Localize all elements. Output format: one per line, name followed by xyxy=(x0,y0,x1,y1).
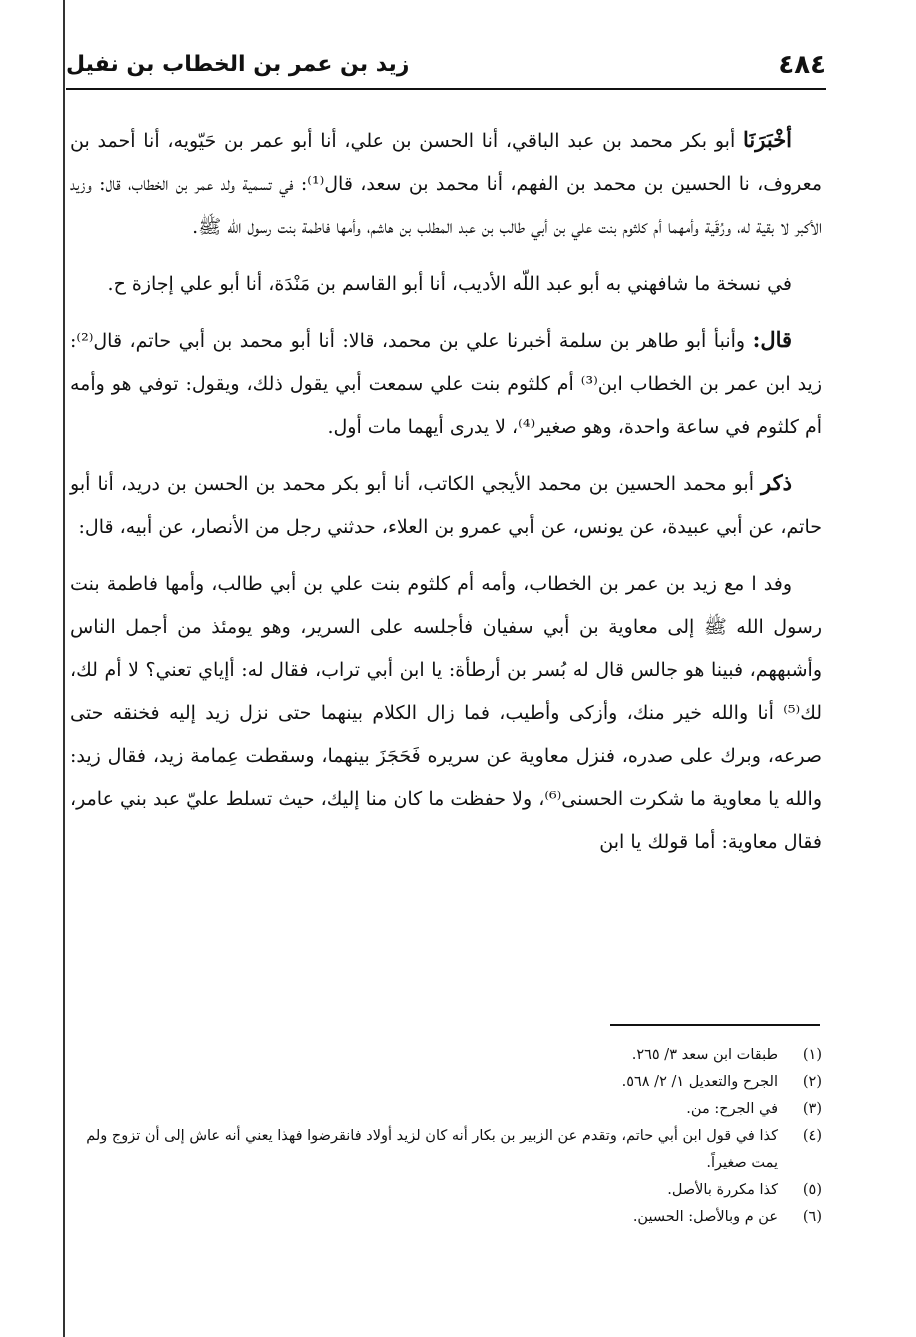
footnote-text: الجرح والتعديل ١/ ٢/ ٥٦٨. xyxy=(621,1074,778,1090)
footnotes-list xyxy=(70,1042,822,1231)
footnote-number: (٦) xyxy=(802,1209,822,1225)
paragraph xyxy=(70,118,822,249)
footnote-text: في الجرح: من. xyxy=(686,1101,778,1117)
footnote-text: طبقات ابن سعد ٣/ ٢٦٥. xyxy=(631,1047,778,1063)
footnote-number: (٤) xyxy=(802,1128,822,1144)
footnote-number: (١) xyxy=(802,1047,822,1063)
footnote-item xyxy=(70,1042,822,1069)
footnote-separator xyxy=(610,1024,820,1026)
page-header xyxy=(66,48,826,90)
footnote-text: كذا مكررة بالأصل. xyxy=(667,1182,778,1198)
paragraph xyxy=(70,561,822,864)
footnote-item xyxy=(70,1096,822,1123)
footnote-item xyxy=(70,1069,822,1096)
paragraph-lead: أخْبَرَنَا xyxy=(743,127,793,152)
footnote-text: عن م وبالأصل: الحسين. xyxy=(632,1209,778,1225)
footnote-number: (٥) xyxy=(802,1182,822,1198)
paragraph xyxy=(70,461,822,549)
paragraph-text: وفد ا مع زيد بن عمر بن الخطاب، وأمه أم كلثوم بنت علي بن أبي طالب، وأمها فاطمة بنت رسول الله ﷺ إلى معاوية بن أبي سفيان فأجلسه على السرير، وهو يومئذ من أجمل الناس وأشبههم، فبينا هو جالس قال له بُسر بن أرطأة: يا ابن أبي تراب، فقال له: أإياي تعني؟ لا أم لك، لك⁽⁵⁾ أنا والله خير منك، وأزكى وأطيب، فما زال الكلام بينهما حتى نزل زيد إليه فخنقه حتى صرعه، وبرك على صدره، فنزل معاوية عن سريره فَحَجَزَ بينهما، وسقطت عِمامة زيد، فقال زيد: والله يا معاوية ما شكرت الحسنى⁽⁶⁾، ولا حفظت ما كان منا إليك، حيث تسلط عليّ عبد بني عامر، فقال معاوية: أما قولك يا ابن xyxy=(70,573,822,853)
footnote-number: (٣) xyxy=(802,1101,822,1117)
footnote-number: (٢) xyxy=(802,1074,822,1090)
paragraph-text: وأنبأ أبو طاهر بن سلمة أخبرنا علي بن محمد، قالا: أنا أبو محمد بن أبي حاتم، قال⁽²⁾: زيد ابن عمر بن الخطاب ابن⁽³⁾ أم كلثوم بنت علي سمعت أبي يقول ذلك، ويقول: توفي هو وأمه أم كلثوم في ساعة واحدة، وهو صغير⁽⁴⁾، لا يدرى أيهما مات أول. xyxy=(70,330,823,438)
footnote-item xyxy=(70,1123,822,1177)
paragraph-lead: قال: xyxy=(752,327,793,352)
paragraph xyxy=(70,318,822,449)
paragraph-text: أبو بكر محمد بن عبد الباقي، أنا الحسن بن علي، أنا أبو عمر بن حَيّويه، أنا أحمد بن معروف، نا الحسين بن محمد بن الفهم، أنا محمد بن سعد، قال⁽¹⁾: في تسمية ولد عمر بن الخطاب، قال: وزيد الأكبر لا بقية له، ورُقَية وأمهما أم كلثوم بنت علي بن أبي طالب بن عبد المطلب بن هاشم، وأمها فاطمة بنت رسول الله ﷺ. xyxy=(70,130,823,238)
paragraph xyxy=(70,261,822,306)
running-title: زيد بن عمر بن الخطاب بن نفيل xyxy=(66,52,410,77)
body-text xyxy=(70,118,822,876)
page-number: ٤٨٤ xyxy=(778,50,826,80)
footnote-item xyxy=(70,1204,822,1231)
footnote-text: كذا في قول ابن أبي حاتم، وتقدم عن الزبير بن بكار أنه كان لزيد أولاد فانقرضوا فهذا يعني أنه عاش إلى أن تزوج ولم يمت صغيراً. xyxy=(86,1128,778,1171)
footnote-item xyxy=(70,1177,822,1204)
paragraph-text: أبو محمد الحسين بن محمد الأيجي الكاتب، أنا أبو بكر محمد بن الحسن بن دريد، أنا أبو حاتم، عن أبي عبيدة، عن يونس، عن أبي عمرو بن العلاء، حدثني رجل من الأنصار، عن أبيه، قال: xyxy=(70,473,822,538)
paragraph-text: في نسخة ما شافهني به أبو عبد اللّه الأديب، أنا أبو القاسم بن مَنْدَة، أنا أبو علي إجازة ح. xyxy=(107,273,792,295)
margin-rule xyxy=(63,0,65,1337)
paragraph-lead: ذكر xyxy=(761,470,792,495)
